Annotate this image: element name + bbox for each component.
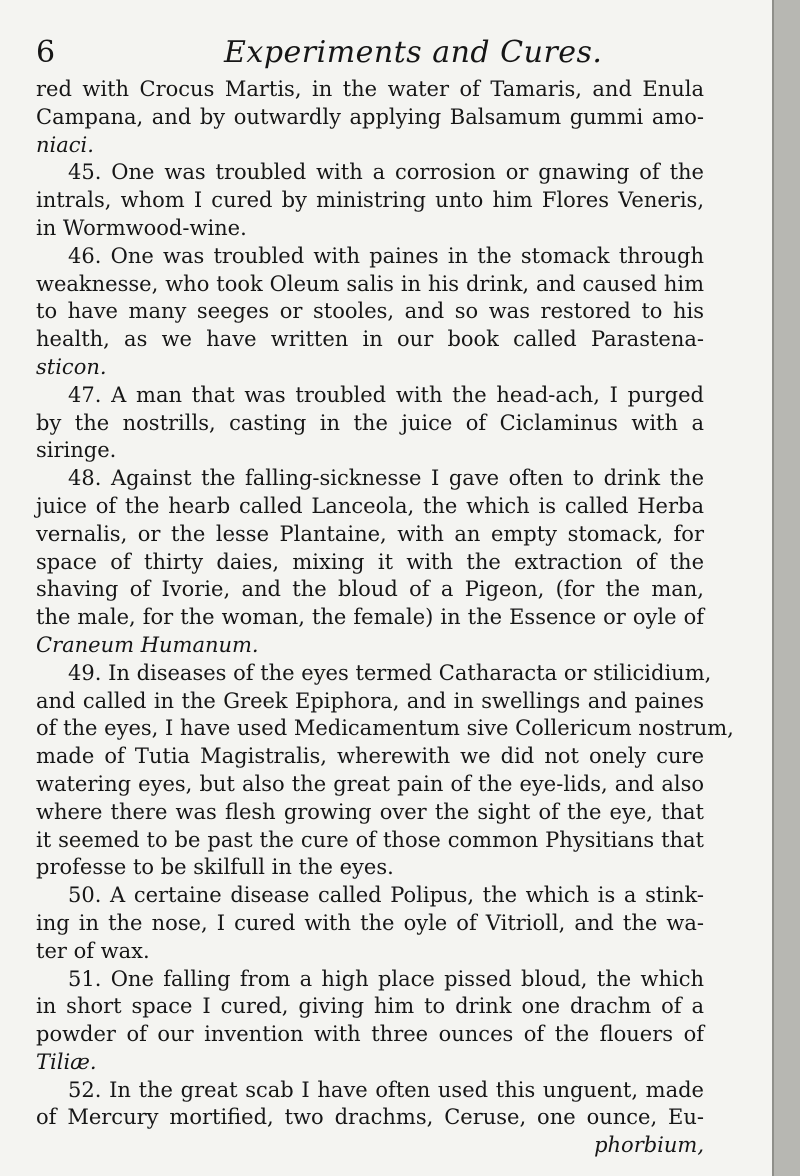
- page-header: [36, 30, 704, 76]
- text-line: in short space I cured, giving him to drink one drachm of a: [36, 994, 704, 1019]
- text-line: phorbium,: [594, 1133, 704, 1158]
- text-line: 45. One was troubled with a corrosion or gnawing of the: [68, 160, 704, 185]
- text-line: 46. One was troubled with paines in the stomack through: [68, 243, 704, 268]
- text-line: intrals, whom I cured by ministring unto him Flores Veneris,: [36, 188, 704, 213]
- text-line: niaci.: [36, 132, 94, 157]
- page-gutter: [774, 0, 800, 1176]
- page-number: 6: [36, 35, 56, 70]
- text-line: watering eyes, but also the great pain of the eye-lids, and also: [36, 771, 704, 796]
- text-line: Craneum Humanum.: [36, 632, 259, 657]
- text-line: ter of wax.: [36, 938, 150, 963]
- text-line: to have many seeges or stooles, and so was restored to his: [36, 299, 704, 324]
- text-line: Tiliæ.: [36, 1049, 97, 1074]
- running-title: Experiments and Cures.: [224, 35, 603, 70]
- text-line: red with Crocus Martis, in the water of Tamaris, and Enula: [36, 77, 704, 101]
- text-line: 51. One falling from a high place pissed bloud, the which: [68, 966, 704, 991]
- text-line: and called in the Greek Epiphora, and in swellings and paines: [36, 688, 704, 713]
- text-line: ing in the nose, I cured with the oyle of Vitrioll, and the wa-: [36, 910, 704, 935]
- text-line: 47. A man that was troubled with the head-ach, I purged: [68, 382, 704, 407]
- text-line: shaving of Ivorie, and the bloud of a Pigeon, (for the man,: [36, 577, 704, 602]
- text-line: 48. Against the falling-sicknesse I gave often to drink the: [68, 466, 704, 491]
- text-line: by the nostrills, casting in the juice of Ciclaminus with a: [36, 410, 704, 435]
- text-line: sticon.: [36, 354, 107, 379]
- text-line: 52. In the great scab I have often used this unguent, made: [68, 1077, 704, 1102]
- text-line: space of thirty daies, mixing it with the extraction of the: [36, 549, 704, 574]
- text-line: where there was flesh growing over the sight of the eye, that: [36, 799, 704, 824]
- text-line: professe to be skilfull in the eyes.: [36, 855, 394, 880]
- text-line: it seemed to be past the cure of those common Physitians that: [36, 827, 704, 852]
- text-line: Campana, and by outwardly applying Balsamum gummi amo-: [36, 104, 704, 129]
- text-line: powder of our invention with three ounces of the flouers of: [36, 1022, 704, 1047]
- text-line: health, as we have written in our book called Parastena-: [36, 327, 704, 352]
- text-line: juice of the hearb called Lanceola, the which is called Herba: [36, 493, 704, 518]
- text-line: the male, for the woman, the female) in the Essence or oyle of: [36, 605, 704, 630]
- text-line: vernalis, or the lesse Plantaine, with an empty stomack, for: [36, 521, 704, 546]
- text-line: of Mercury mortified, two drachms, Ceruse, one ounce, Eu-: [36, 1105, 704, 1130]
- text-line: in Wormwood-wine.: [36, 215, 247, 240]
- text-line: made of Tutia Magistralis, wherewith we did not onely cure: [36, 744, 704, 769]
- body-text: [36, 76, 734, 1160]
- text-line: 50. A certaine disease called Polipus, the which is a stink-: [68, 883, 704, 908]
- text-line: weaknesse, who took Oleum salis in his drink, and caused him: [36, 271, 704, 296]
- text-line: siringe.: [36, 438, 117, 463]
- text-line: of the eyes, I have used Medicamentum sive Collericum nostrum,: [36, 716, 734, 741]
- text-line: 49. In diseases of the eyes termed Catharacta or stilicidium,: [68, 660, 712, 685]
